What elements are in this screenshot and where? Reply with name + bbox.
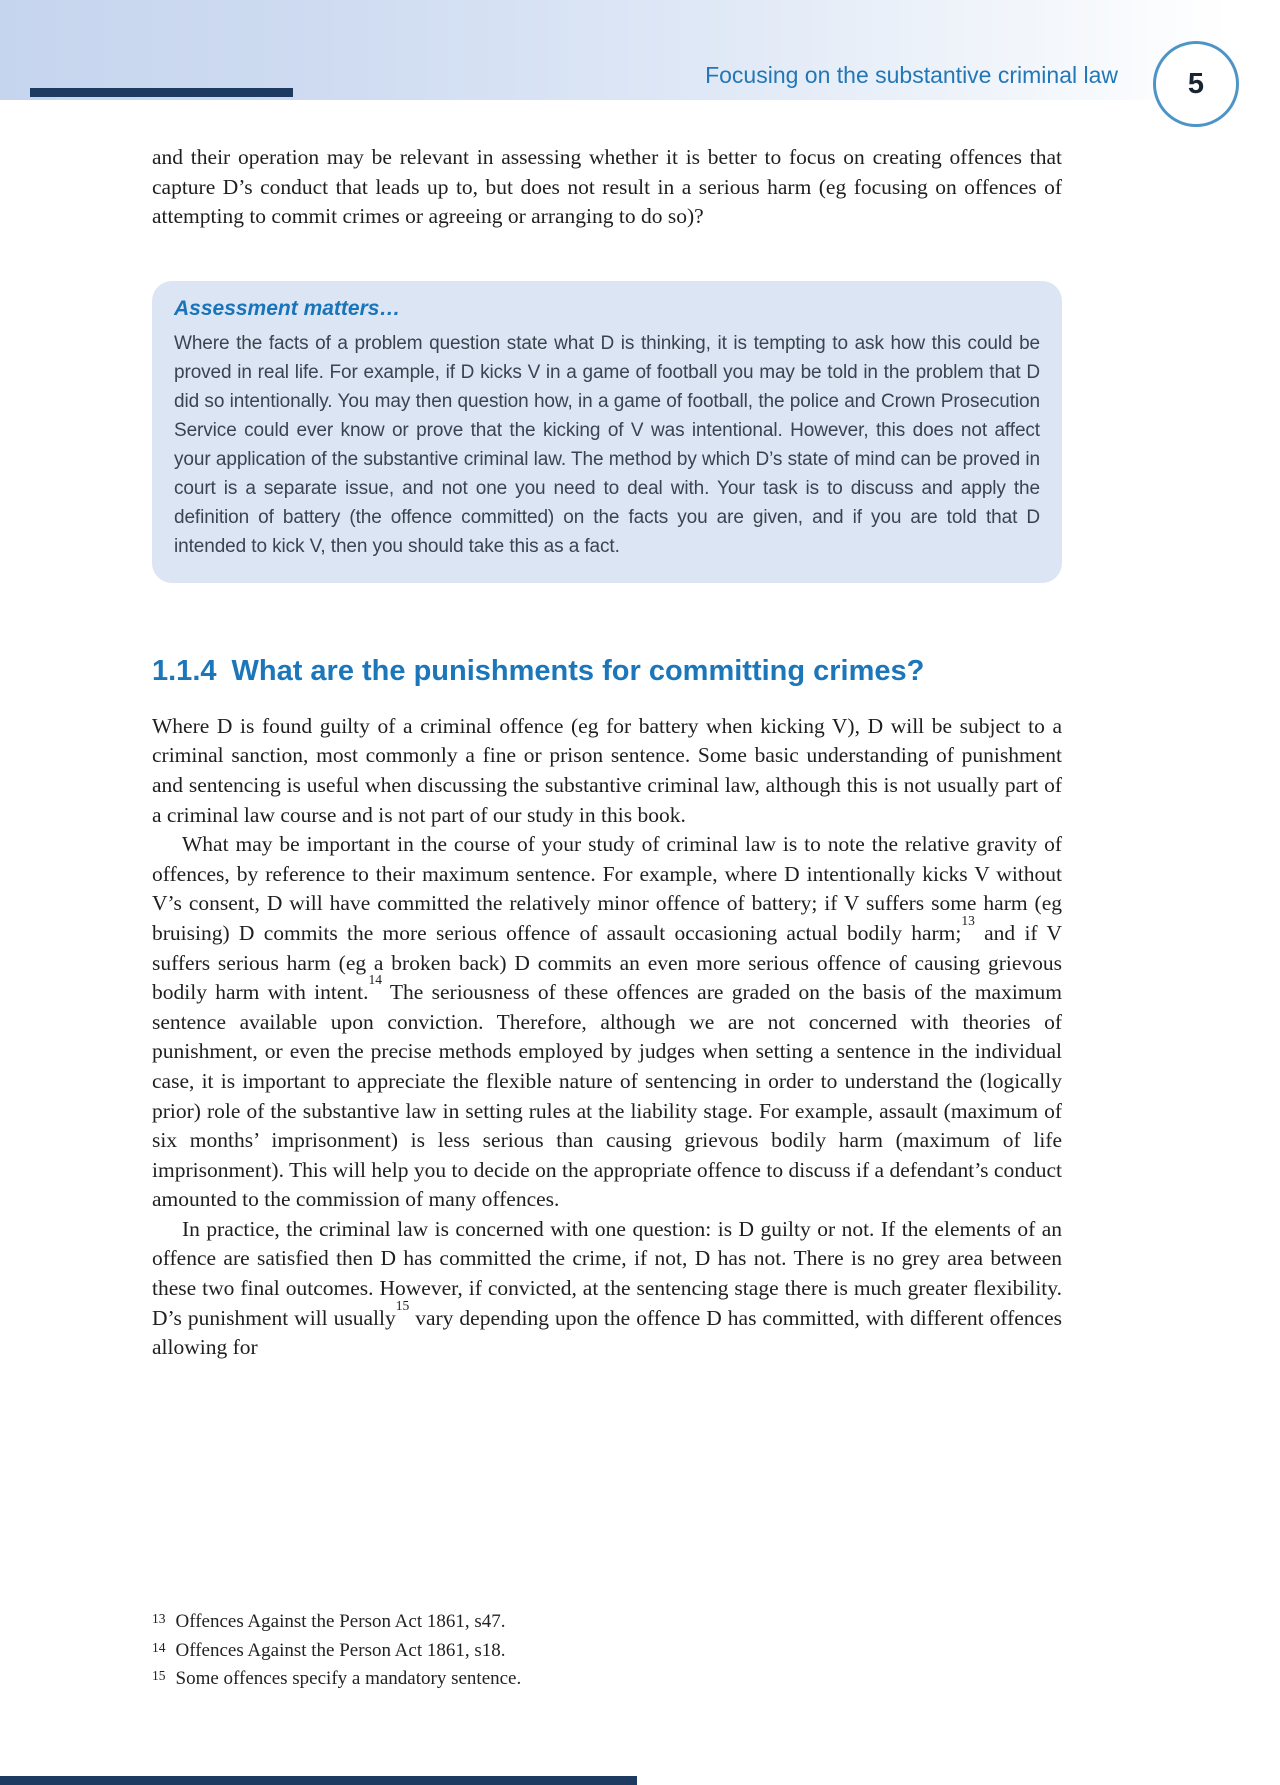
paragraph-2-text-c: The seriousness of these offences are graded on the basis of the maximum sentence available upon conviction. Therefore, although we are not concerned with theories of punishment, or even the precise methods employed by judges when setting a sentence in the individual case, it is important to appreciate the flexible nature of sentencing in order to understand the (logically prior) role of the substantive law in setting rules at the liability stage. For example, assault (maximum of six months’ imprisonment) is less serious than causing grievous bodily harm (maximum of life imprisonment). This will help you to decide on the appropriate offence to discuss if a defendant’s conduct amounted to the commission of many offences. bbox=[152, 980, 1063, 1212]
paragraph-2-text-b: and if V suffers serious harm (eg a broken back) D commits an even more serious offence of causing grievous bodily harm with intent. bbox=[152, 920, 1062, 1005]
footnote-text: Offences Against the Person Act 1861, s18. bbox=[175, 1639, 506, 1661]
section-number: 1.1.4 bbox=[152, 654, 217, 687]
body-paragraph-3 bbox=[152, 1215, 1062, 1363]
content-column bbox=[152, 0, 1062, 1363]
page-number-badge bbox=[1153, 41, 1239, 127]
body-paragraph-2 bbox=[152, 830, 1062, 1215]
assessment-box-heading: Assessment matters… bbox=[174, 296, 401, 320]
paragraph-2-text-a: What may be important in the course of your study of criminal law is to note the relative gravity of offences, by reference to their maximum sentence. For example, where D intentionally kicks V without V’s consent, D will have committed the relatively minor offence of battery; if V suffers some harm (eg bruising) D commits the more serious offence of assault occasioning actual bodily harm; bbox=[152, 832, 1062, 945]
footnote-item bbox=[152, 1608, 1062, 1637]
body-paragraph-1: Where D is found guilty of a criminal offence (eg for battery when kicking V), D will be subject to a criminal sanction, most commonly a fine or prison sentence. Some basic understanding of punishment and sentencing is useful when discussing the substantive criminal law, although this is not usually part of a criminal law course and is not part of our study in this book. bbox=[152, 713, 1062, 827]
paragraph-3-text-a: In practice, the criminal law is concerned with one question: is D guilty or not. If the elements of an offence are satisfied then D has committed the crime, if not, D has not. There is no grey area between these two final outcomes. However, if convicted, at the sentencing stage there is much greater flexibility. D’s punishment will usually bbox=[152, 1216, 1062, 1330]
running-header-title: Focusing on the substantive criminal law bbox=[705, 62, 1118, 88]
page-number: 5 bbox=[1187, 67, 1205, 100]
footnote-number: 15 bbox=[152, 1668, 166, 1683]
assessment-box-body: Where the facts of a problem question state what D is thinking, it is tempting to ask how this could be proved in real life. For example, if D kicks V in a game of football you may be told in the problem that D did so intentionally. You may then question how, in a game of football, the police and Crown Prosecution Service could ever know or prove that the kicking of V was intentional. However, this does not affect your application of the substantive criminal law. The method by which D’s state of mind can be proved in court is a separate issue, and not one you need to deal with. Your task is to discuss and apply the definition of battery (the offence committed) on the facts you are given, and if you are told that D intended to kick V, then you should take this as a fact. bbox=[174, 332, 1040, 557]
footnote-item bbox=[152, 1637, 1062, 1666]
footnote-text: Offences Against the Person Act 1861, s47. bbox=[175, 1611, 506, 1632]
section-title: What are the punishments for committing crimes? bbox=[231, 654, 925, 687]
assessment-box bbox=[152, 281, 1062, 583]
section-heading bbox=[152, 655, 1062, 688]
footnote-text: Some offences specify a mandatory sentence. bbox=[175, 1668, 522, 1689]
footnotes-list bbox=[152, 1608, 1062, 1694]
footnote-number: 13 bbox=[152, 1611, 166, 1626]
footnote-marker-13: 13 bbox=[961, 912, 975, 928]
paragraph-3-text-b: vary depending upon the offence D has committed, with different offences allowing for bbox=[152, 1305, 1063, 1360]
bottom-edge-bar bbox=[0, 1776, 637, 1785]
intro-paragraph: and their operation may be relevant in assessing whether it is better to focus on creating offences that capture D’s conduct that leads up to, but does not result in a serious harm (eg focusing on offences of attempting to commit crimes or agreeing or arranging to do so)? bbox=[152, 145, 1062, 229]
footnote-marker-14: 14 bbox=[368, 971, 383, 987]
footnote-item bbox=[152, 1665, 1062, 1694]
footnote-marker-15: 15 bbox=[395, 1297, 410, 1313]
footnote-number: 14 bbox=[152, 1639, 166, 1655]
